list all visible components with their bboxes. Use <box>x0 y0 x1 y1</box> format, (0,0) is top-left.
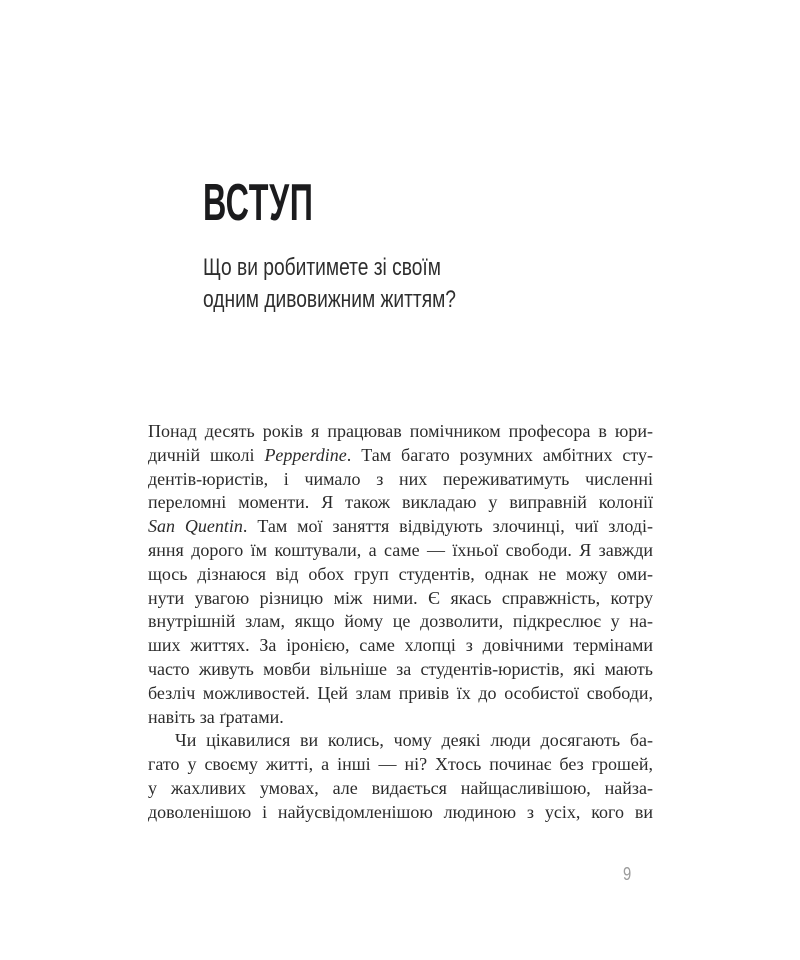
body-line <box>148 658 653 682</box>
text-segment: Понад десять років я працював помічником професора в юри- <box>148 421 653 441</box>
text-segment: дичній школі <box>148 444 265 465</box>
body-line <box>148 801 653 825</box>
text-segment: часто живуть мовби вільніше за студентів-юристів, які мають <box>148 658 653 679</box>
text-segment: внутрішній злам, якщо йому це дозволити, підкреслює у на- <box>148 611 653 632</box>
text-segment: нути увагою різницю між ними. Є якась справжність, котру <box>148 587 653 608</box>
body-line <box>148 634 653 658</box>
body-line <box>148 753 653 777</box>
text-segment: доволенішою і найусвідомленішою людиною з усіх, кого ви <box>148 801 653 822</box>
body-line <box>148 420 653 444</box>
chapter-subtitle <box>203 252 456 316</box>
text-segment: гато у своєму житті, а інші — ні? Хтось починає без грошей, <box>148 754 653 775</box>
text-segment: навіть за ґратами. <box>148 706 284 727</box>
body-line <box>148 468 653 492</box>
chapter-subtitle-line-2: одним дивовижним життям? <box>203 286 456 313</box>
text-segment: . Там мої заняття відвідують злочинці, чиї злоді- <box>242 516 653 537</box>
text-segment: ших життях. За іронією, саме хлопці з довічними термінами <box>148 635 653 656</box>
body-line <box>148 539 653 563</box>
body-line <box>148 777 653 801</box>
body-line <box>148 587 653 611</box>
chapter-heading: ВСТУП <box>203 174 314 232</box>
text-segment: безліч можливостей. Цей злам привів їх до особистої свободи, <box>148 682 653 703</box>
text-segment: у жахливих умовах, але видається найщасливішою, найза- <box>148 777 653 798</box>
body-line <box>148 563 653 587</box>
italic-text: San Quentin <box>148 516 243 537</box>
text-segment: щось дізнаюся від обох груп студентів, однак не можу оми- <box>148 563 653 584</box>
body-line <box>148 515 653 539</box>
text-segment: переломні моменти. Я також викладаю у виправній колонії <box>148 492 653 513</box>
body-line <box>148 610 653 634</box>
body-line <box>148 444 653 468</box>
page-number: 9 <box>623 864 632 884</box>
body-text <box>148 420 653 825</box>
body-line <box>148 706 653 730</box>
text-segment: дентів-юристів, і чимало з них переживатимуть численні <box>148 468 653 489</box>
chapter-subtitle-line-1: Що ви робитимете зі своїм <box>203 254 441 281</box>
italic-text: Pepperdine <box>264 444 347 465</box>
body-line <box>148 682 653 706</box>
body-line <box>148 491 653 515</box>
text-segment: Чи цікавилися ви колись, чому деякі люди досягають ба- <box>175 730 653 751</box>
body-line <box>148 729 653 753</box>
text-segment: . Там багато розумних амбітних сту- <box>346 444 653 465</box>
text-segment: яння дорого їм коштували, а саме — їхньої свободи. Я завжди <box>148 539 653 560</box>
